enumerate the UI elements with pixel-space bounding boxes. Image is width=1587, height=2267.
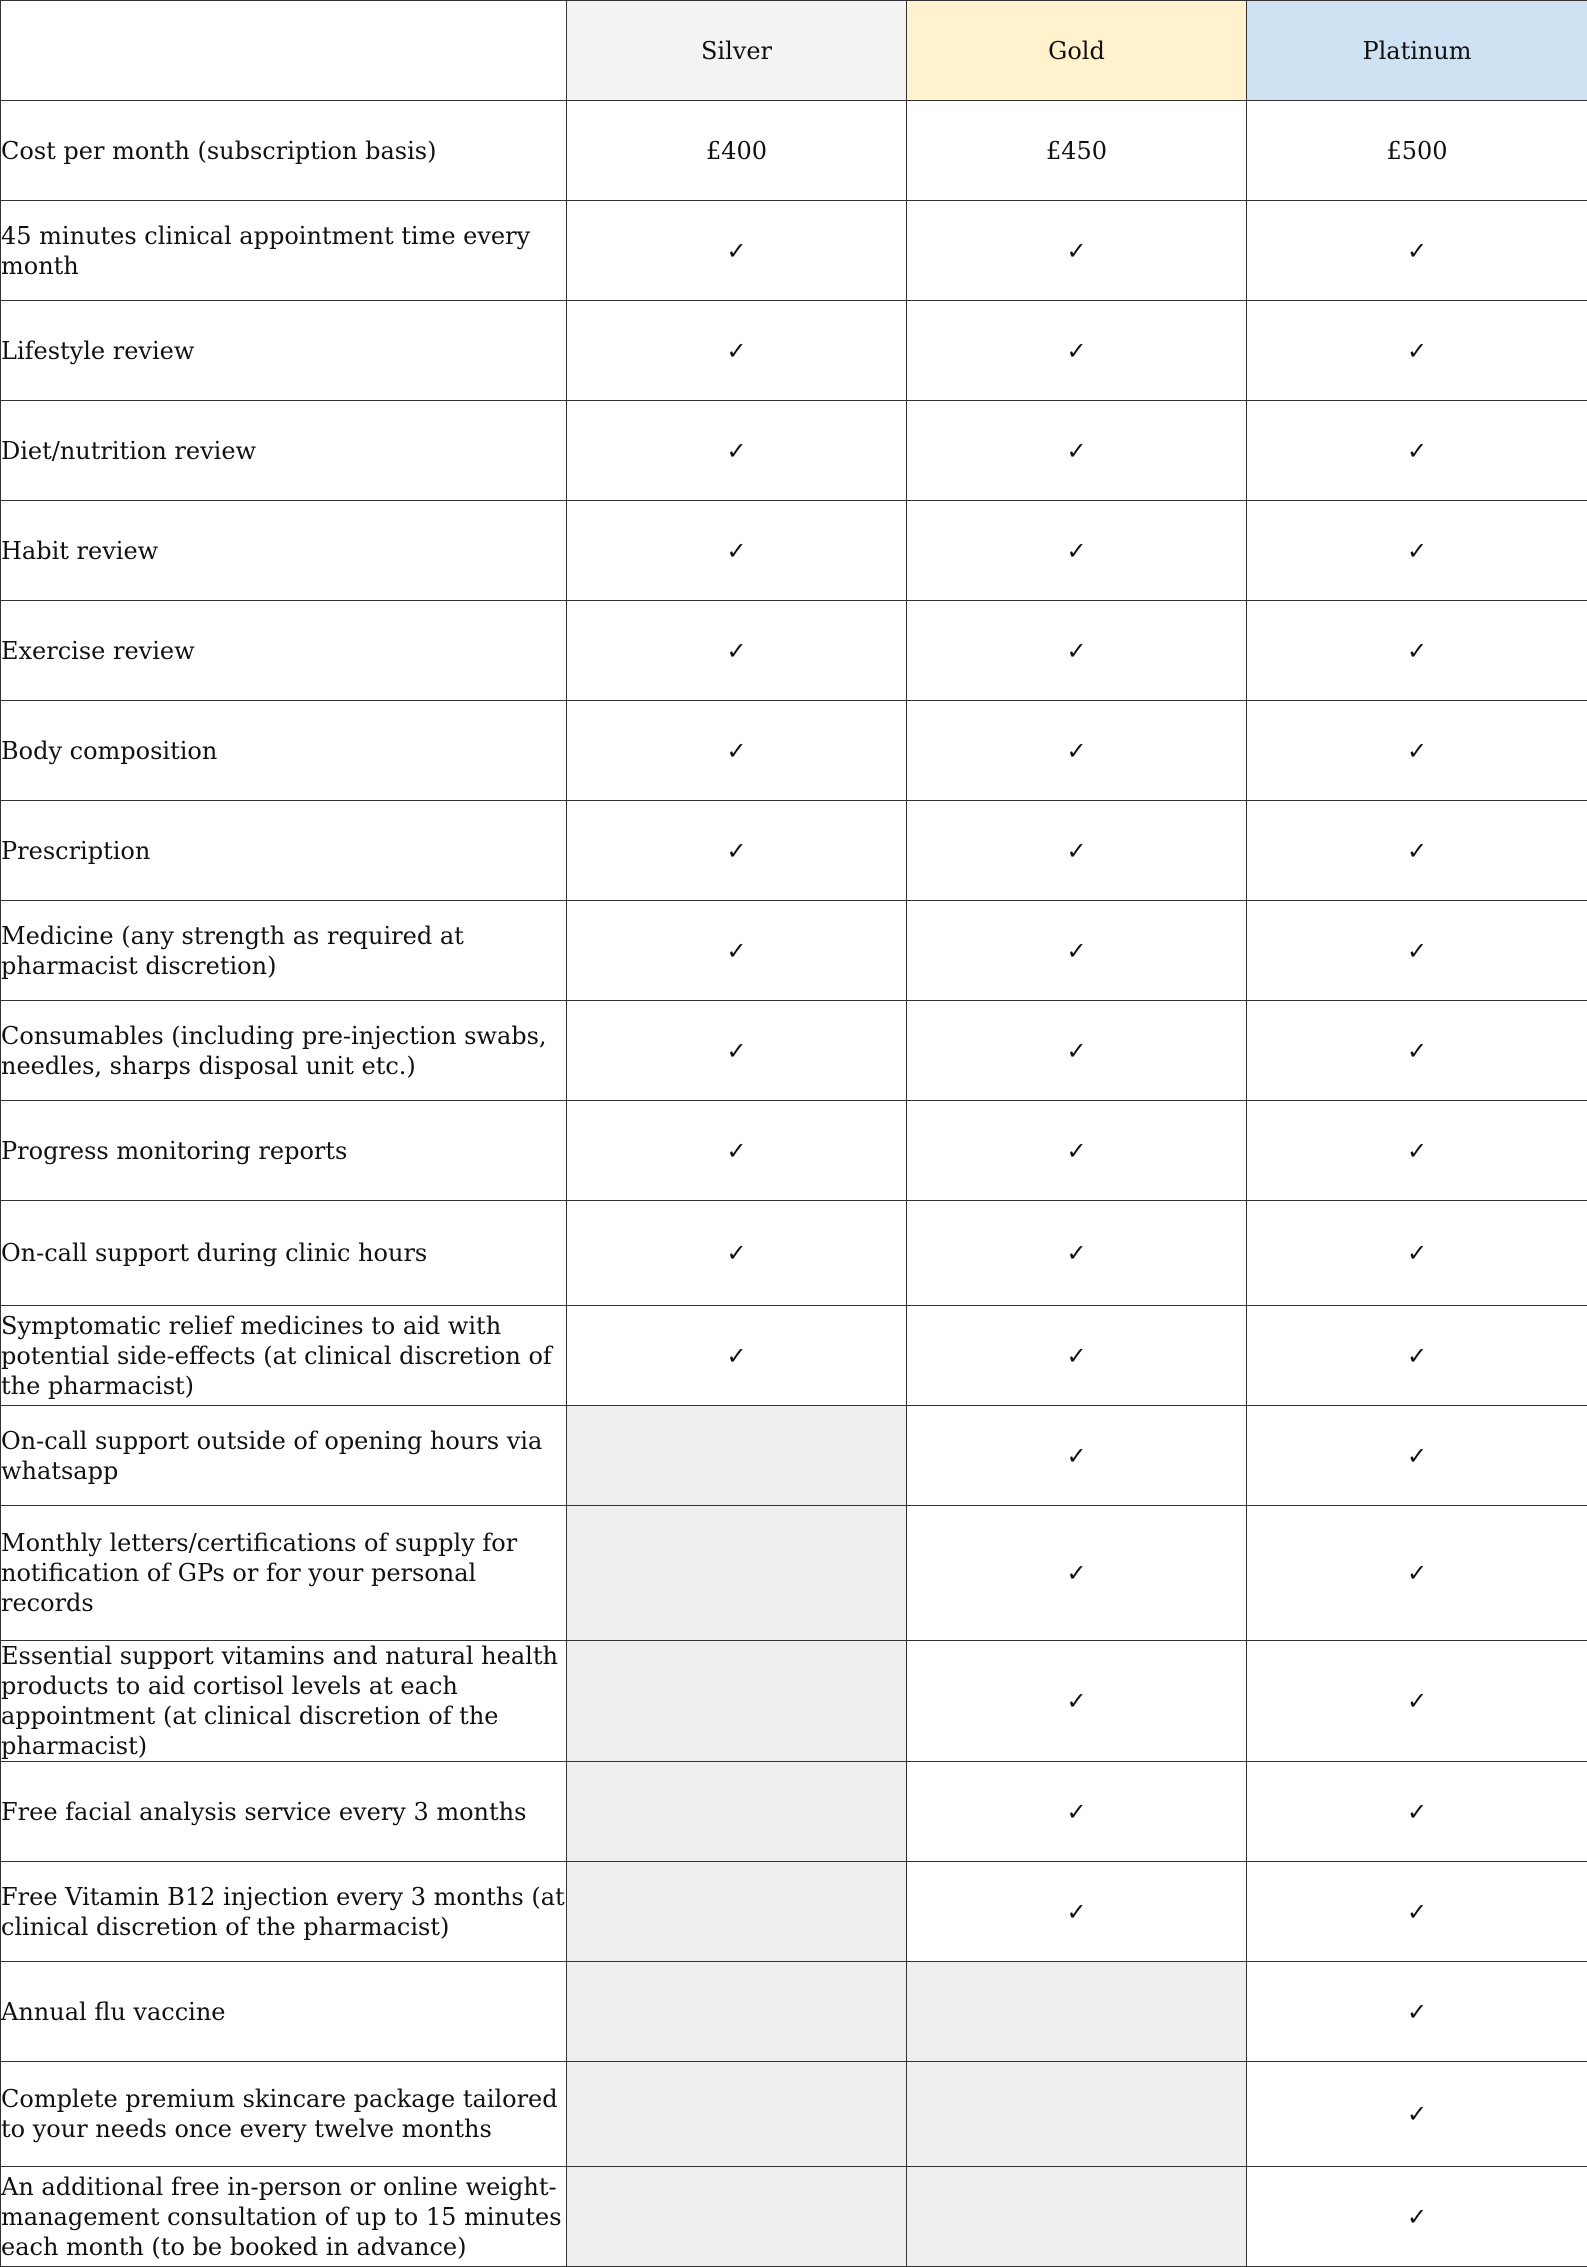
table-row [1, 1001, 1587, 1101]
tier-header-gold: Gold [907, 1, 1247, 101]
feature-label: Complete premium skincare package tailored to your needs once every twelve months [1, 2062, 567, 2167]
check-icon: ✓ [907, 1862, 1247, 1962]
table-row [1, 1506, 1587, 1641]
check-icon: ✓ [1247, 1506, 1587, 1641]
check-icon: ✓ [907, 401, 1247, 501]
table-row [1, 1862, 1587, 1962]
feature-label: Monthly letters/certifications of supply for notification of GPs or for your personal records [1, 1506, 567, 1641]
price-value-platinum: £500 [1247, 101, 1587, 201]
check-icon: ✓ [1247, 401, 1587, 501]
table-row [1, 801, 1587, 901]
check-icon: ✓ [567, 1001, 907, 1101]
check-icon: ✓ [1247, 1406, 1587, 1506]
table-row [1, 201, 1587, 301]
check-icon: ✓ [567, 301, 907, 401]
table-row [1, 501, 1587, 601]
excluded-cell-silver [567, 1506, 907, 1641]
check-icon: ✓ [1247, 1962, 1587, 2062]
check-icon: ✓ [1247, 801, 1587, 901]
excluded-cell-silver [567, 1862, 907, 1962]
feature-label: Habit review [1, 501, 567, 601]
table-row [1, 1406, 1587, 1506]
feature-label: Essential support vitamins and natural health products to aid cortisol levels at each appointment (at clinical discretion of the pharmacist) [1, 1641, 567, 1762]
check-icon: ✓ [1247, 2062, 1587, 2167]
check-icon: ✓ [1247, 2167, 1587, 2267]
check-icon: ✓ [907, 1406, 1247, 1506]
tier-header-platinum: Platinum [1247, 1, 1587, 101]
table-row [1, 301, 1587, 401]
table-row [1, 1101, 1587, 1201]
check-icon: ✓ [567, 401, 907, 501]
table-row [1, 701, 1587, 801]
excluded-cell-silver [567, 1762, 907, 1862]
excluded-cell-silver [567, 1641, 907, 1762]
excluded-cell-gold [907, 2167, 1247, 2267]
feature-label: 45 minutes clinical appointment time every month [1, 201, 567, 301]
excluded-cell-silver [567, 1962, 907, 2062]
excluded-cell-silver [567, 2062, 907, 2167]
price-value-gold: £450 [907, 101, 1247, 201]
check-icon: ✓ [907, 301, 1247, 401]
table-row [1, 901, 1587, 1001]
check-icon: ✓ [907, 1101, 1247, 1201]
check-icon: ✓ [1247, 701, 1587, 801]
tier-header-silver: Silver [567, 1, 907, 101]
table-row [1, 401, 1587, 501]
price-value-silver: £400 [567, 101, 907, 201]
check-icon: ✓ [1247, 1862, 1587, 1962]
check-icon: ✓ [567, 501, 907, 601]
feature-label: Body composition [1, 701, 567, 801]
check-icon: ✓ [567, 801, 907, 901]
check-icon: ✓ [567, 601, 907, 701]
check-icon: ✓ [1247, 1306, 1587, 1406]
check-icon: ✓ [1247, 1762, 1587, 1862]
table-row [1, 2062, 1587, 2167]
check-icon: ✓ [1247, 1101, 1587, 1201]
table-row [1, 1962, 1587, 2062]
check-icon: ✓ [1247, 501, 1587, 601]
check-icon: ✓ [907, 1762, 1247, 1862]
check-icon: ✓ [907, 201, 1247, 301]
feature-label: An additional free in-person or online weight-management consultation of up to 15 minutes each month (to be booked in advance) [1, 2167, 567, 2267]
table-row [1, 101, 1587, 201]
feature-label: On-call support outside of opening hours via whatsapp [1, 1406, 567, 1506]
table-row [1, 1762, 1587, 1862]
check-icon: ✓ [907, 901, 1247, 1001]
tier-header-row [1, 1, 1587, 101]
feature-label: Free facial analysis service every 3 months [1, 1762, 567, 1862]
check-icon: ✓ [1247, 601, 1587, 701]
check-icon: ✓ [907, 1306, 1247, 1406]
table-row [1, 1201, 1587, 1306]
excluded-cell-gold [907, 1962, 1247, 2062]
feature-label: Lifestyle review [1, 301, 567, 401]
check-icon: ✓ [907, 701, 1247, 801]
check-icon: ✓ [1247, 1641, 1587, 1762]
feature-label: Prescription [1, 801, 567, 901]
excluded-cell-silver [567, 2167, 907, 2267]
check-icon: ✓ [907, 501, 1247, 601]
check-icon: ✓ [567, 901, 907, 1001]
table-row [1, 2167, 1587, 2267]
feature-label: Symptomatic relief medicines to aid with potential side-effects (at clinical discretion of the pharmacist) [1, 1306, 567, 1406]
feature-label: Exercise review [1, 601, 567, 701]
check-icon: ✓ [1247, 1001, 1587, 1101]
excluded-cell-silver [567, 1406, 907, 1506]
check-icon: ✓ [1247, 1201, 1587, 1306]
feature-label: Progress monitoring reports [1, 1101, 567, 1201]
check-icon: ✓ [1247, 201, 1587, 301]
feature-label: Diet/nutrition review [1, 401, 567, 501]
excluded-cell-gold [907, 2062, 1247, 2167]
feature-label: On-call support during clinic hours [1, 1201, 567, 1306]
check-icon: ✓ [567, 1306, 907, 1406]
check-icon: ✓ [907, 1201, 1247, 1306]
feature-label: Annual flu vaccine [1, 1962, 567, 2062]
check-icon: ✓ [907, 1001, 1247, 1101]
check-icon: ✓ [567, 701, 907, 801]
check-icon: ✓ [1247, 901, 1587, 1001]
check-icon: ✓ [567, 201, 907, 301]
table-row [1, 1306, 1587, 1406]
check-icon: ✓ [1247, 301, 1587, 401]
check-icon: ✓ [907, 1641, 1247, 1762]
corner-cell [1, 1, 567, 101]
feature-label: Consumables (including pre-injection swabs, needles, sharps disposal unit etc.) [1, 1001, 567, 1101]
check-icon: ✓ [907, 1506, 1247, 1641]
check-icon: ✓ [907, 601, 1247, 701]
check-icon: ✓ [907, 801, 1247, 901]
check-icon: ✓ [567, 1201, 907, 1306]
table-row [1, 601, 1587, 701]
table-row [1, 1641, 1587, 1762]
check-icon: ✓ [567, 1101, 907, 1201]
feature-rows [1, 101, 1587, 2267]
feature-label: Free Vitamin B12 injection every 3 months (at clinical discretion of the pharmacist) [1, 1862, 567, 1962]
feature-label: Medicine (any strength as required at pharmacist discretion) [1, 901, 567, 1001]
feature-label: Cost per month (subscription basis) [1, 101, 567, 201]
